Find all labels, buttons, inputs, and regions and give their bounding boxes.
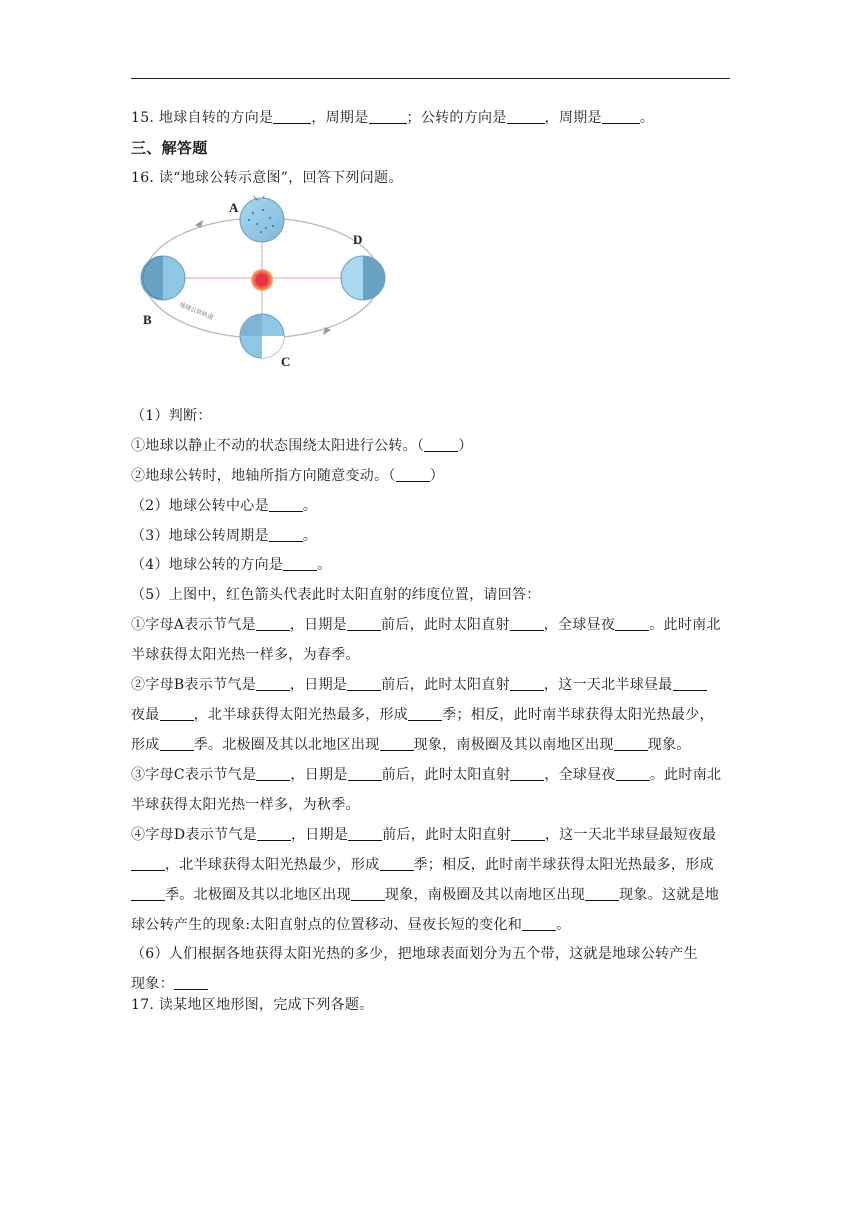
- earth-b-icon: [141, 256, 185, 300]
- answer-blank[interactable]: [522, 916, 556, 931]
- answer-blank[interactable]: [257, 826, 291, 841]
- judge-1: ①地球以静止不动的状态围绕太阳进行公转。（ ）: [131, 438, 473, 454]
- label-a: A: [229, 200, 239, 215]
- item-c-line2: 半球获得太阳光热一样多，为秋季。: [131, 797, 360, 813]
- answer-blank[interactable]: [602, 109, 640, 124]
- answer-blank[interactable]: [269, 497, 303, 512]
- part-6-line1: （6）人们根据各地获得太阳光热的多少，把地球表面划分为五个带，这就是地球公转产生: [131, 946, 698, 962]
- label-b: B: [143, 312, 152, 327]
- earth-c-icon: [240, 314, 284, 358]
- item-c-line1: ③字母C表示节气是 ，日期是 前后，此时太阳直射 ，全球昼夜 。此时南北: [131, 767, 722, 783]
- item-b-line2: 夜最 ，北半球获得太阳光热最多，形成 季；相反，此时南半球获得太阳光热最少，: [131, 707, 714, 723]
- part-1: （1）判断：: [131, 408, 212, 424]
- answer-blank[interactable]: [131, 856, 165, 871]
- answer-blank[interactable]: [396, 467, 430, 482]
- item-d-line3: 季。北极圈及其以北地区出现 现象，南极圈及其以南地区出现 现象。这就是地: [131, 885, 719, 905]
- answer-blank[interactable]: [614, 736, 648, 751]
- answer-blank[interactable]: [174, 975, 208, 990]
- question-17-stem: 17. 读某地区地形图，完成下列各题。: [131, 997, 374, 1013]
- answer-blank[interactable]: [510, 616, 544, 631]
- question-15: 15. 地球自转的方向是 ，周期是 ；公转的方向是 ，周期是 。: [131, 110, 655, 126]
- answer-blank[interactable]: [510, 676, 544, 691]
- question-16-stem: 16. 读“地球公转示意图”，回答下列问题。: [131, 170, 403, 186]
- item-a-line1: ①字母A表示节气是 ，日期是 前后，此时太阳直射 ，全球昼夜 。此时南北: [131, 617, 721, 633]
- item-d-line1: ④字母D表示节气是 ，日期是 前后，此时太阳直射 ，这一天北半球昼最短夜最: [131, 827, 717, 843]
- answer-blank[interactable]: [380, 736, 414, 751]
- answer-blank[interactable]: [348, 826, 382, 841]
- item-b-line3: 形成 季。北极圈及其以北地区出现 现象，南极圈及其以南地区出现 现象。: [131, 737, 691, 753]
- answer-blank[interactable]: [256, 616, 290, 631]
- answer-blank[interactable]: [283, 556, 317, 571]
- orbit-arrow: [323, 327, 331, 335]
- part-3: （3）地球公转周期是 。: [131, 528, 318, 544]
- label-c: C: [281, 354, 291, 368]
- answer-blank[interactable]: [511, 826, 545, 841]
- section-heading: 三、解答题: [131, 139, 208, 157]
- answer-blank[interactable]: [273, 109, 311, 124]
- answer-blank[interactable]: [369, 109, 407, 124]
- item-a-line2: 半球获得太阳光热一样多，为春季。: [131, 647, 360, 663]
- answer-blank[interactable]: [424, 437, 458, 452]
- answer-blank[interactable]: [510, 766, 544, 781]
- item-b-line1: ②字母B表示节气是 ，日期是 前后，此时太阳直射 ，这一天北半球昼最: [131, 675, 707, 695]
- answer-blank[interactable]: [351, 886, 385, 901]
- answer-blank[interactable]: [160, 706, 194, 721]
- answer-blank[interactable]: [408, 706, 442, 721]
- orbit-label: 地球公转轨道: [178, 301, 215, 322]
- label-d: D: [353, 232, 363, 247]
- answer-blank[interactable]: [269, 527, 303, 542]
- earth-d-icon: [341, 256, 385, 300]
- answer-blank[interactable]: [380, 856, 414, 871]
- part-4: （4）地球公转的方向是 。: [131, 557, 332, 573]
- answer-blank[interactable]: [585, 886, 619, 901]
- item-d-line4: 球公转产生的现象:太阳直射点的位置移动、昼夜长短的变化和 。: [131, 917, 571, 933]
- earth-revolution-diagram: [135, 196, 395, 368]
- part-5: （5）上图中，红色箭头代表此时太阳直射的纬度位置，请回答：: [131, 587, 541, 603]
- header-rule: [131, 78, 730, 79]
- answer-blank[interactable]: [673, 676, 707, 691]
- part-2: （2）地球公转中心是 。: [131, 498, 318, 514]
- part-6-line2: 现象：: [131, 974, 208, 994]
- item-d-line2: ，北半球获得太阳光热最少，形成 季；相反，此时南半球获得太阳光热最多，形成: [131, 855, 714, 875]
- answer-blank[interactable]: [347, 616, 381, 631]
- answer-blank[interactable]: [615, 616, 649, 631]
- judge-2: ②地球公转时，地轴所指方向随意变动。（ ）: [131, 468, 445, 484]
- answer-blank[interactable]: [348, 766, 382, 781]
- answer-blank[interactable]: [347, 676, 381, 691]
- answer-blank[interactable]: [507, 109, 545, 124]
- answer-blank[interactable]: [160, 736, 194, 751]
- answer-blank[interactable]: [616, 766, 650, 781]
- answer-blank[interactable]: [256, 766, 290, 781]
- answer-blank[interactable]: [131, 886, 165, 901]
- earth-a-icon: [240, 196, 284, 242]
- answer-blank[interactable]: [256, 676, 290, 691]
